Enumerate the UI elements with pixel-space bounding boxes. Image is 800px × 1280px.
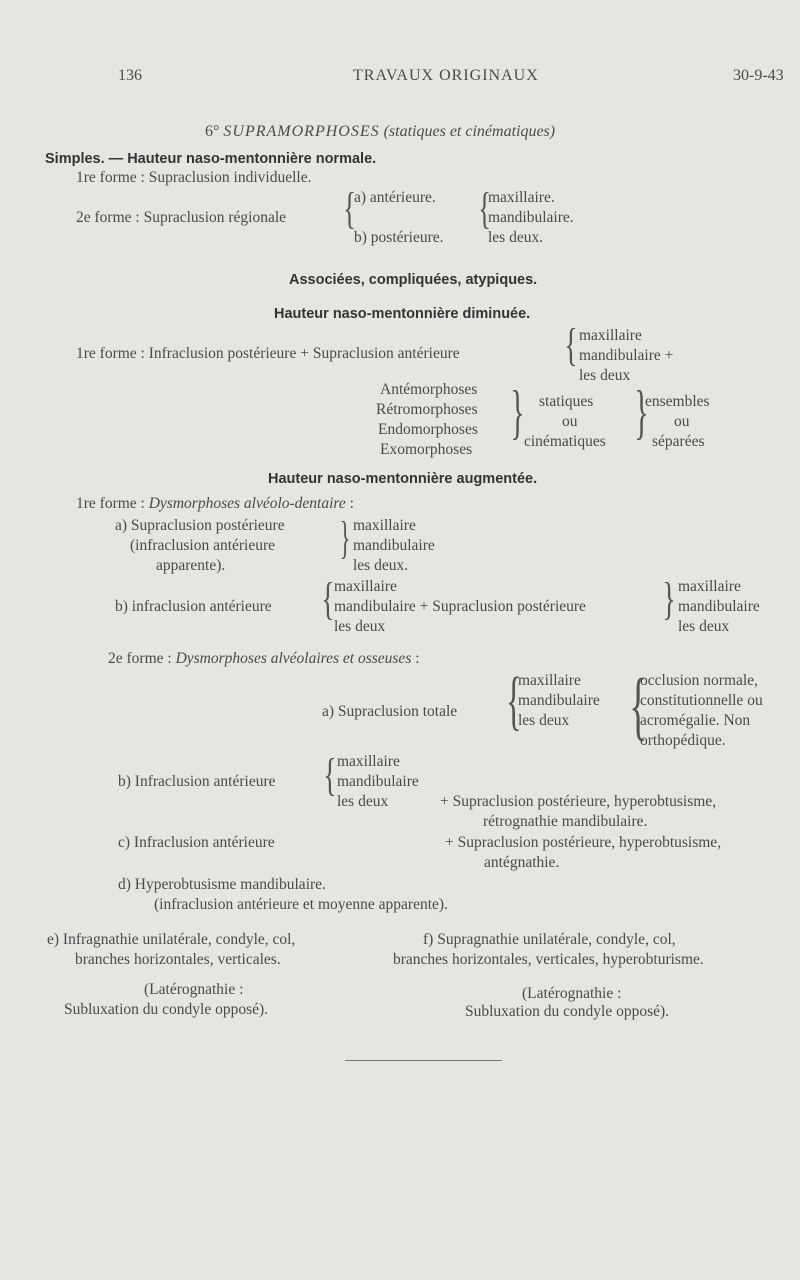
running-title: TRAVAUX ORIGINAUX [353, 67, 539, 84]
mode-item: statiques [539, 393, 594, 410]
aug-b-target2: maxillaire [678, 578, 741, 595]
brace-left: { [629, 664, 648, 748]
diminuee-heading: Hauteur naso-mentonnière diminuée. [274, 306, 531, 322]
forme1-label: 1re forme : [76, 495, 145, 512]
aug-b-target: maxillaire [334, 578, 397, 595]
aug-b-target2: mandibulaire [678, 598, 760, 615]
augmentee-heading: Hauteur naso-mentonnière augmentée. [268, 471, 538, 487]
aug-b-target: mandibulaire + Supraclusion postérieure [334, 598, 586, 615]
forme2-option-b: b) postérieure. [354, 229, 444, 246]
morphose-item: Endomorphoses [378, 421, 478, 438]
e-note: Subluxation du condyle opposé). [64, 1001, 269, 1018]
header-date: 30-9-43 [733, 67, 784, 84]
f2c-suite: + Supraclusion postérieure, hyperobtusisme, [445, 834, 722, 851]
forme1-title: Dysmorphoses alvéolo-dentaire [148, 495, 346, 512]
brace-right: } [510, 379, 525, 445]
f2a-target: mandibulaire [518, 692, 600, 709]
aug-a-target: mandibulaire [353, 537, 435, 554]
page-number: 136 [118, 67, 142, 84]
forme2-label: 2e forme : [108, 650, 172, 667]
aug-a-line: apparente). [156, 557, 226, 574]
f2b-suite: rétrognathie mandibulaire. [483, 813, 648, 830]
brace-right: } [662, 573, 676, 624]
e-line: branches horizontales, verticales. [75, 951, 281, 968]
simples-forme2-label: 2e forme : Supraclusion régionale [76, 209, 287, 226]
aug-b-target2: les deux [678, 618, 730, 635]
f-note: Subluxation du condyle opposé). [465, 1003, 670, 1020]
aug-a-line: a) Supraclusion postérieure [115, 517, 285, 534]
aug-b-label: b) infraclusion antérieure [115, 598, 272, 615]
diminuee-target: mandibulaire + [579, 347, 674, 364]
aug-a-target: les deux. [353, 557, 409, 574]
forme2-colon: : [415, 650, 420, 667]
f2a-note: orthopédique. [640, 732, 726, 749]
f2d-line: d) Hyperobtusisme mandibulaire. [118, 876, 326, 893]
section-title-main: SUPRAMORPHOSES [223, 123, 380, 140]
diminuee-target: les deux [579, 367, 631, 384]
f2b-suite: + Supraclusion postérieure, hyperobtusisme, [440, 793, 717, 810]
forme2-target: maxillaire. [488, 189, 555, 206]
section-number: 6° [205, 123, 220, 140]
simples-forme1: 1re forme : Supraclusion individuelle. [76, 169, 312, 186]
f-line: f) Supragnathie unilatérale, condyle, col, [423, 931, 676, 948]
f2c-label: c) Infraclusion antérieure [118, 834, 275, 851]
groupe-item: séparées [652, 433, 705, 450]
brace-left: { [321, 573, 335, 624]
f2a-note: constitutionnelle ou [640, 692, 763, 709]
aug-a-target: maxillaire [353, 517, 416, 534]
aug-a-line: (infraclusion antérieure [130, 537, 276, 554]
f2c-suite: antégnathie. [484, 854, 560, 871]
f2a-note: acromégalie. Non [640, 712, 751, 729]
mode-item: ou [562, 413, 578, 430]
morphose-item: Rétromorphoses [376, 401, 478, 418]
associees-heading: Associées, compliquées, atypiques. [289, 272, 538, 288]
brace-right: } [339, 512, 351, 563]
morphose-item: Antémorphoses [380, 381, 478, 398]
mode-item: cinématiques [524, 433, 606, 450]
brace-left: { [564, 319, 578, 370]
f2a-label: a) Supraclusion totale [322, 703, 458, 720]
brace-left: { [323, 749, 337, 800]
groupe-item: ou [674, 413, 690, 430]
f2d-line: (infraclusion antérieure et moyenne apparente). [154, 896, 448, 913]
forme2-target: les deux. [488, 229, 544, 246]
f2b-target: les deux [337, 793, 389, 810]
brace-left: { [478, 184, 491, 233]
forme2-title: Dysmorphoses alvéolaires et osseuses [175, 650, 412, 667]
f2a-target: les deux [518, 712, 570, 729]
morphose-item: Exomorphoses [380, 441, 473, 458]
brace-right: } [634, 379, 649, 445]
e-line: e) Infragnathie unilatérale, condyle, col, [47, 931, 296, 948]
augmentee-forme2 [108, 650, 420, 668]
forme1-colon: : [349, 495, 354, 512]
diminuee-target: maxillaire [579, 327, 642, 344]
f2a-target: maxillaire [518, 672, 581, 689]
end-rule [345, 1060, 502, 1061]
e-note: (Latérognathie : [144, 981, 244, 998]
f-note: (Latérognathie : [522, 985, 622, 1002]
groupe-item: ensembles [645, 393, 710, 410]
f2b-target: mandibulaire [337, 773, 419, 790]
brace-left: { [343, 184, 356, 233]
aug-b-target: les deux [334, 618, 386, 635]
f2b-label: b) Infraclusion antérieure [118, 773, 276, 790]
f-line: branches horizontales, verticales, hyperobturisme. [393, 951, 704, 968]
simples-heading: Simples. — Hauteur naso-mentonnière normale. [45, 151, 377, 167]
brace-left: { [505, 664, 522, 737]
section-title [205, 123, 555, 141]
forme2-option-a: a) antérieure. [354, 189, 436, 206]
augmentee-forme1 [76, 495, 354, 513]
f2b-target: maxillaire [337, 753, 400, 770]
f2a-note: occlusion normale, [640, 672, 758, 689]
diminuee-forme1-label: 1re forme : Infraclusion postérieure + Supraclusion antérieure [76, 345, 460, 362]
forme2-target: mandibulaire. [488, 209, 574, 226]
section-title-sub: (statiques et cinématiques) [383, 123, 556, 140]
